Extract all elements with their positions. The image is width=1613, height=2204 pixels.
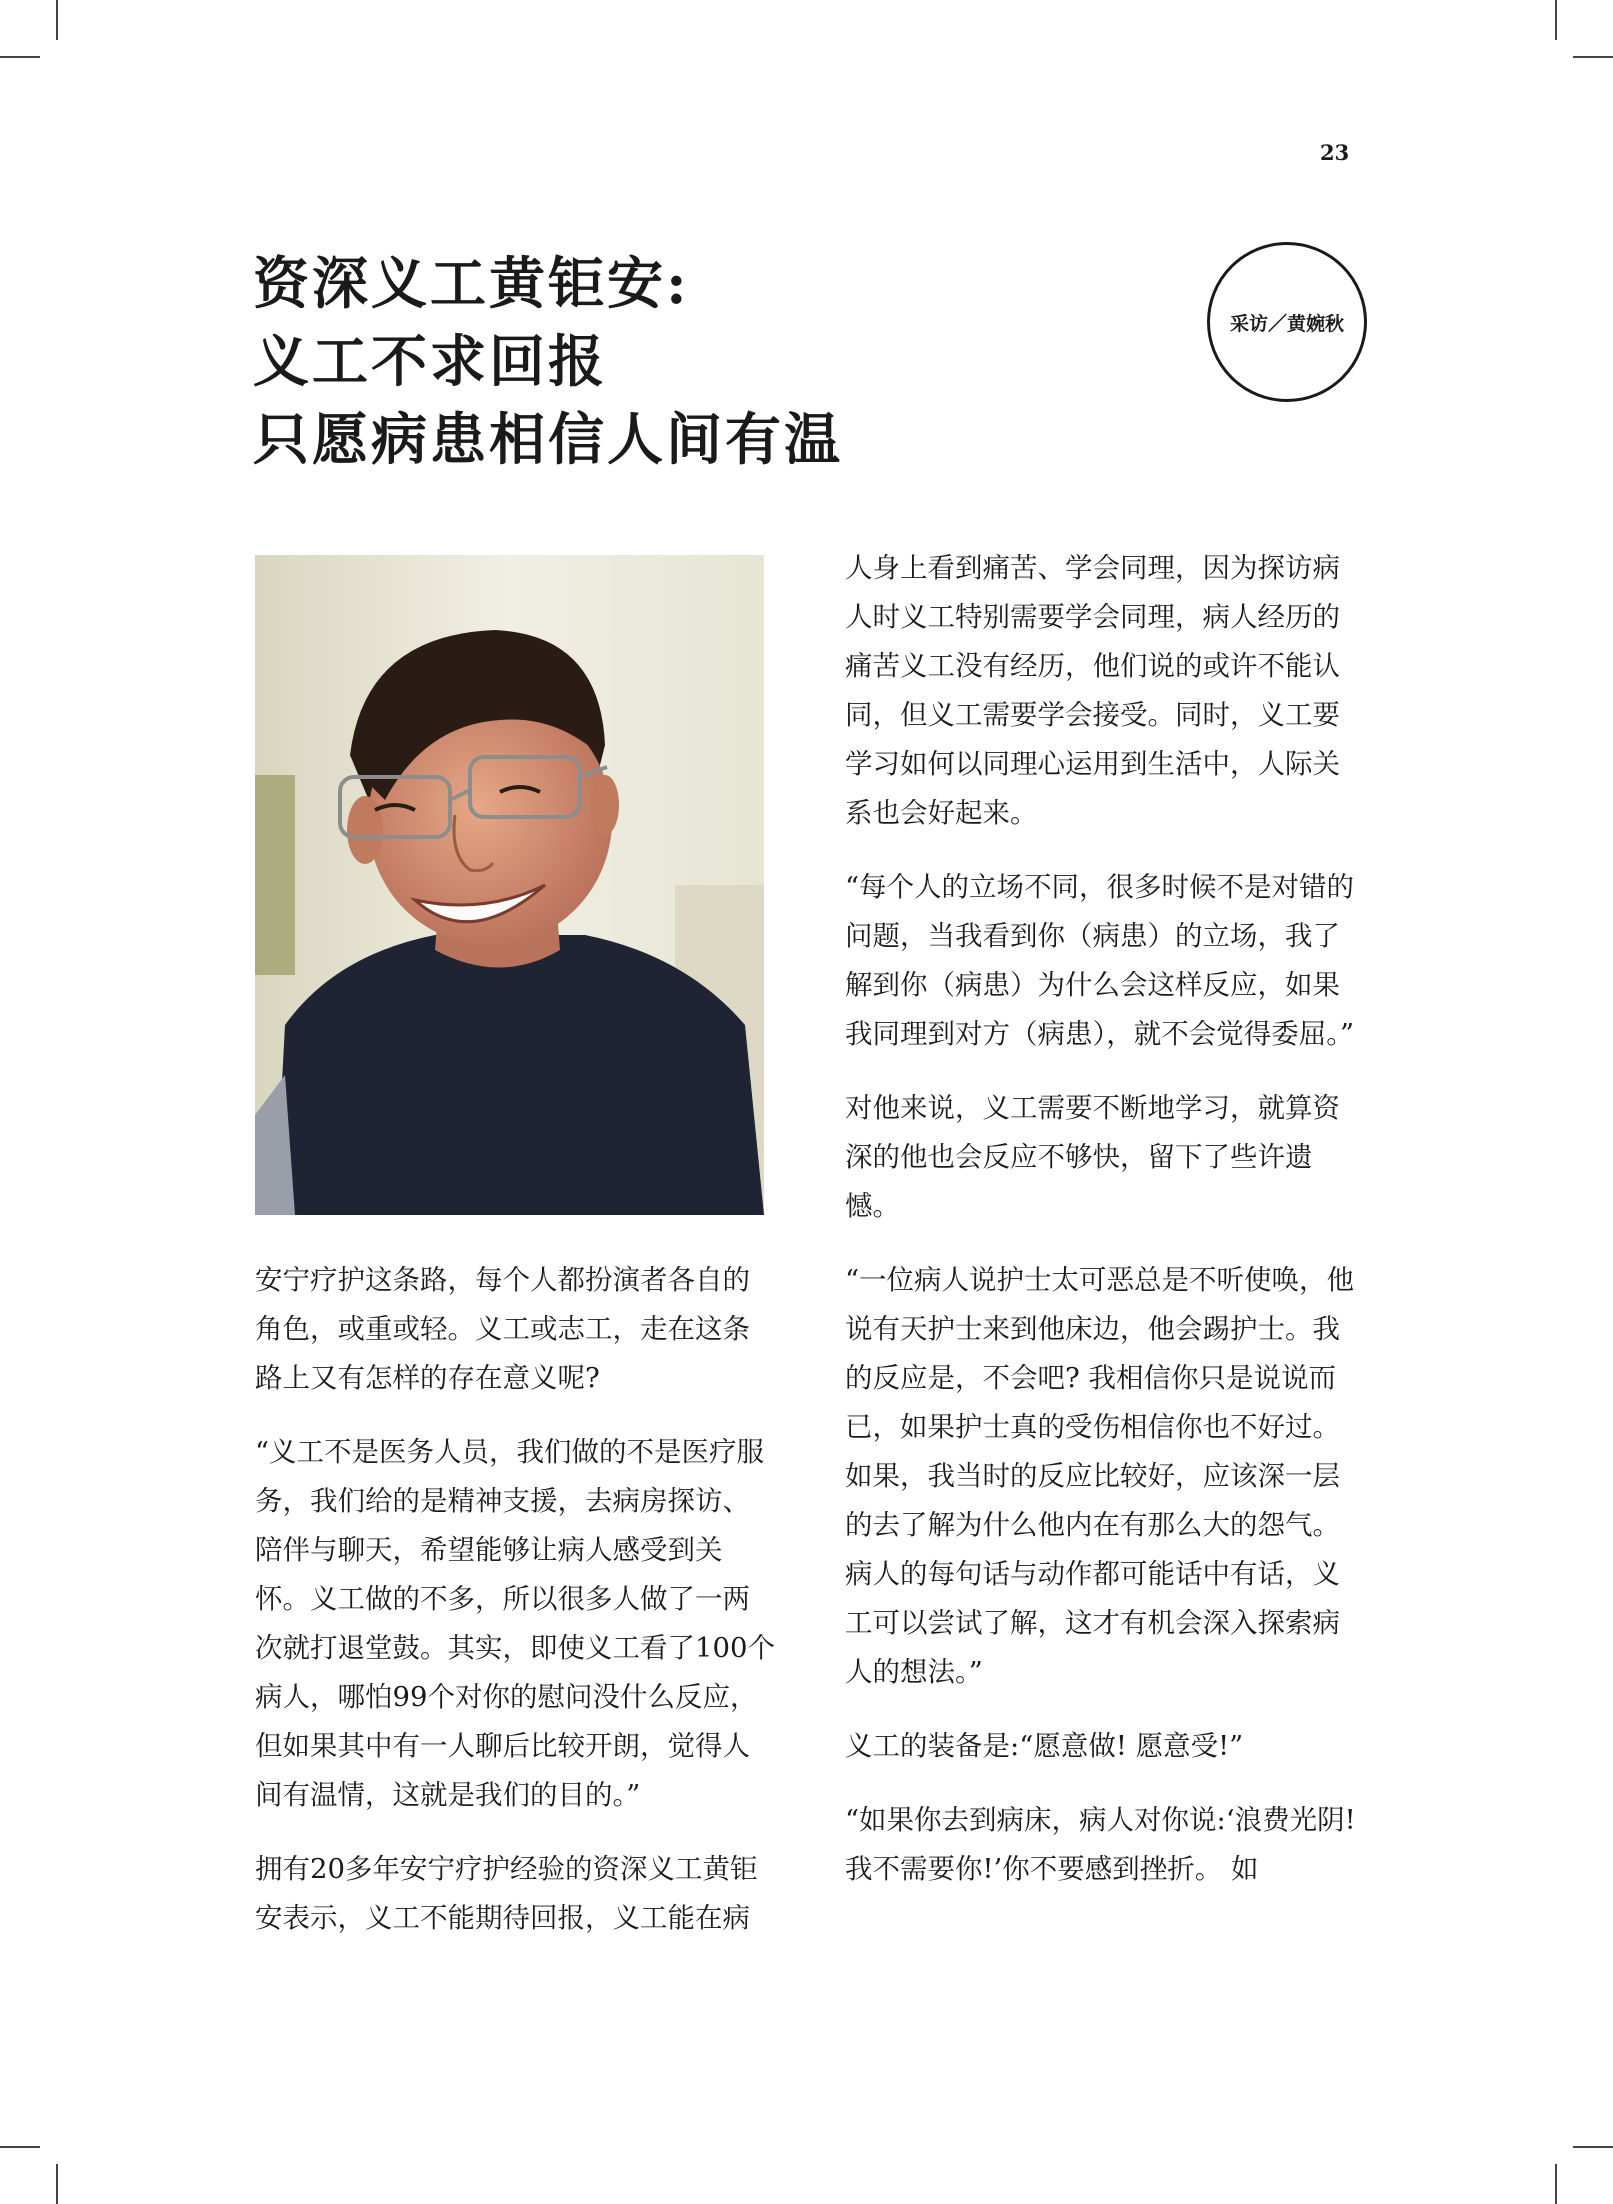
byline-text: 采访／黄婉秋 xyxy=(1229,312,1344,335)
paragraph: 拥有20多年安宁疗护经验的资深义工黄钜安表示，义工不能期待回报，义工能在病 xyxy=(255,1853,758,1934)
crop-mark-bottom-right-v xyxy=(1555,2164,1557,2204)
title-line-3: 只愿病患相信人间有温 xyxy=(253,407,843,473)
page-number: 23 xyxy=(1320,140,1350,165)
paragraph: 义工的装备是:“愿意做! 愿意受!” xyxy=(845,1730,1244,1762)
paragraph: 人身上看到痛苦、学会同理，因为探访病人时义工特别需要学会同理，病人经历的痛苦义工没有经历，他们说的或许不能认同，但义工需要学会接受。同时，义工要学习如何以同理心运用到生活中，人际关系也会好起来。 xyxy=(845,552,1340,829)
paragraph: 对他来说，义工需要不断地学习，就算资深的他也会反应不够快，留下了些许遗憾。 xyxy=(845,1092,1340,1222)
title-line-2: 义工不求回报 xyxy=(253,329,607,395)
paragraph: “义工不是医务人员，我们做的不是医疗服务，我们给的是精神支援，去病房探访、陪伴与聊天，希望能够让病人感受到关怀。义工做的不多，所以很多人做了一两次就打退堂鼓。其实，即使义工看了100个病人，哪怕99个对你的慰问没什么反应，但如果其中有一人聊后比较开朗，觉得人间有温情，这就是我们的目的。” xyxy=(255,1436,775,1811)
right-text-column xyxy=(845,544,1365,1919)
paragraph: “一位病人说护士太可恶总是不听使唤，他说有天护士来到他床边，他会踢护士。我的反应是，不会吧? 我相信你只是说说而已，如果护士真的受伤相信你也不好过。如果，我当时的反应比较好，应该深一层的去了解为什么他内在有那么大的怨气。病人的每句话与动作都可能话中有话，义工可以尝试了解，这才有机会深入探索病人的想法。” xyxy=(845,1264,1355,1688)
crop-mark-bottom-left-h xyxy=(0,2146,40,2148)
crop-mark-bottom-left-v xyxy=(56,2164,58,2204)
left-text-column xyxy=(255,1256,775,1968)
crop-mark-top-left-h xyxy=(0,56,40,58)
crop-mark-top-left-v xyxy=(56,0,58,40)
crop-mark-bottom-right-h xyxy=(1573,2146,1613,2148)
crop-mark-top-right-h xyxy=(1573,56,1613,58)
crop-mark-top-right-v xyxy=(1555,0,1557,40)
paragraph: 安宁疗护这条路，每个人都扮演者各自的角色，或重或轻。义工或志工，走在这条路上又有怎样的存在意义呢? xyxy=(255,1264,750,1394)
article-title xyxy=(253,245,1153,479)
byline-badge xyxy=(1207,242,1367,402)
paragraph: “每个人的立场不同，很多时候不是对错的问题，当我看到你（病患）的立场，我了解到你（病患）为什么会这样反应，如果我同理到对方（病患），就不会觉得委屈。” xyxy=(845,871,1355,1050)
portrait-photo xyxy=(255,555,764,1215)
title-line-1: 资深义工黄钜安: xyxy=(253,251,690,317)
portrait-illustration xyxy=(255,555,764,1215)
paragraph: “如果你去到病床，病人对你说:‘浪费光阴! 我不需要你!’你不要感到挫折。 如 xyxy=(845,1804,1356,1885)
